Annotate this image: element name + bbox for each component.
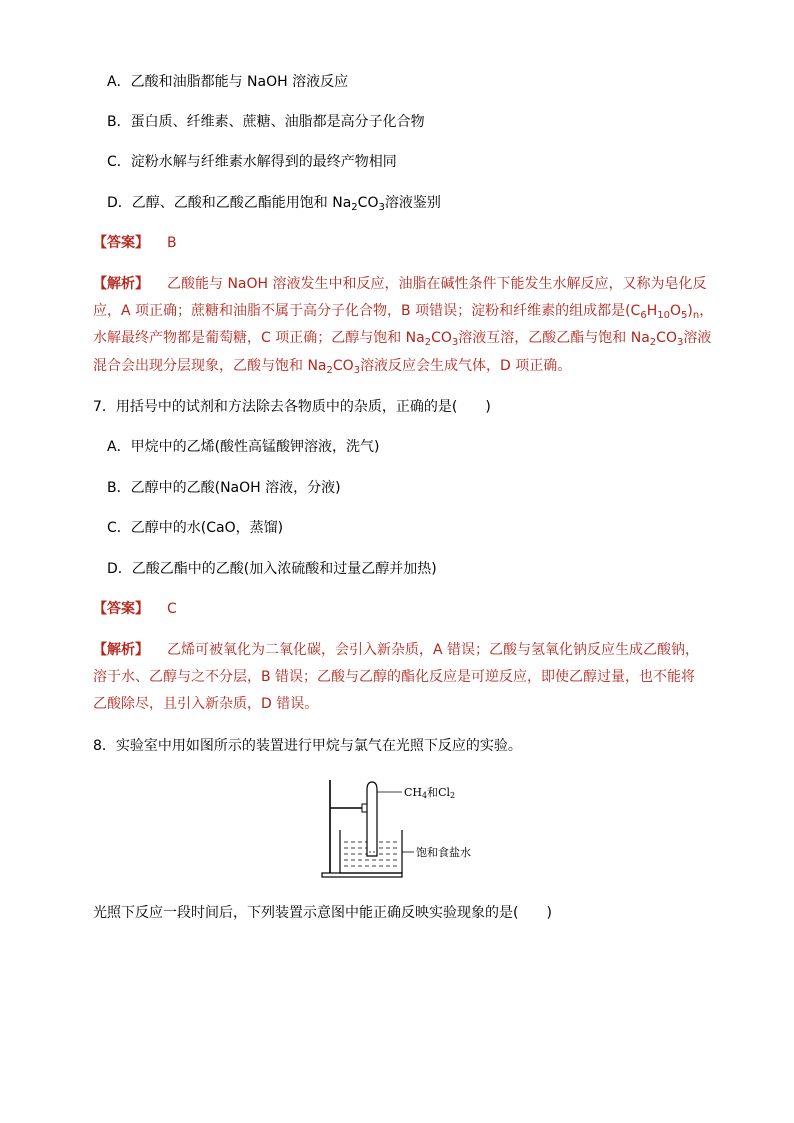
formula-part: ) (687, 303, 693, 319)
formula-part: CO (332, 358, 354, 374)
explain-text: 混合会出现分层现象，乙酸与饱和 Na (93, 358, 327, 374)
test-tube (367, 782, 377, 856)
subscript: 2 (649, 337, 657, 348)
explain-text: 溶液互溶，乙酸乙酯与饱和 Na (458, 330, 650, 346)
apparatus-figure (318, 778, 488, 882)
formula-part: CO (656, 330, 677, 346)
q7-option-c: C．乙醇中的水(CaO，蒸馏) (107, 520, 284, 536)
q7-explain-line-2: 溶于水、乙醇与之不分层，B 错误；乙酸与乙醇的酯化反应是可逆反应，即使乙醇过量，也不能将 (93, 669, 696, 685)
subscript: 10 (657, 310, 670, 321)
q6-answer (93, 233, 177, 253)
subscript: 5 (681, 310, 688, 321)
subscript: 6 (640, 310, 647, 321)
formula-part: H (646, 303, 658, 319)
q6-option-d-tail: 溶液鉴别 (384, 195, 441, 211)
subscript: 3 (353, 365, 361, 376)
explain-tag: 【解析】 (93, 642, 149, 658)
subscript: 2 (351, 202, 358, 213)
subscript: 2 (326, 365, 333, 376)
q7-explain-line-1 (93, 640, 703, 660)
q8-prompt: 光照下反应一段时间后，下列装置示意图中能正确反映实验现象的是( ) (93, 905, 552, 921)
gas-label: CH4和Cl2 (404, 786, 456, 800)
q6-explain-line-3 (93, 328, 712, 348)
explain-text: 溶液反应会生成气体，D 项正确。 (360, 358, 572, 374)
explain-text: 溶液 (683, 330, 712, 346)
q6-explain-line-4 (93, 356, 703, 376)
explain-text: 乙酸能与 NaOH 溶液发生中和反应，油脂在碱性条件下能发生水解反应，又称为皂化反 (167, 276, 707, 292)
formula-part: CO (431, 330, 452, 346)
q7-option-d: D．乙酸乙酯中的乙酸(加入浓硫酸和过量乙醇并加热) (107, 561, 437, 577)
answer-tag: 【答案】 (93, 235, 149, 251)
subscript: 3 (378, 202, 385, 213)
explain-text: 应，A 项正确；蔗糖和油脂不属于高分子化合物，B 项错误；淀粉和纤维素的组成都是(C (93, 303, 641, 319)
explain-text: 乙烯可被氧化为二氧化碳，会引入新杂质，A 错误；乙酸与氢氧化钠反应生成乙酸钠， (167, 642, 700, 658)
subscript: 3 (676, 337, 684, 348)
answer-tag: 【答案】 (93, 601, 149, 617)
q6-option-b: B．蛋白质、纤维素、蔗糖、油脂都是高分子化合物 (107, 114, 425, 130)
explain-tag: 【解析】 (93, 276, 149, 292)
explain-text: 水解最终产物都是葡萄糖，C 项正确；乙醇与饱和 Na (93, 330, 425, 346)
subscript: 3 (451, 337, 459, 348)
subscript: n (692, 310, 700, 321)
q8-stem: 8．实验室中用如图所示的装置进行甲烷与氯气在光照下反应的实验。 (93, 738, 522, 754)
q7-answer (93, 599, 177, 619)
formula-part: CO (357, 195, 379, 211)
q7-explain-line-3: 乙酸除尽，且引入新杂质，D 错误。 (93, 696, 319, 712)
q6-explain-line-2 (93, 301, 714, 321)
q6-explain-line-1 (93, 274, 707, 294)
q6-option-d-text: D．乙醇、乙酸和乙酸乙酯能用饱和 Na (107, 195, 352, 211)
q7-option-a: A．甲烷中的乙烯(酸性高锰酸钾溶液，洗气) (107, 439, 380, 455)
q6-option-a: A．乙酸和油脂都能与 NaOH 溶液反应 (107, 74, 349, 90)
answer-value: C (167, 601, 177, 617)
q7-option-b: B．乙醇中的乙酸(NaOH 溶液，分液) (107, 480, 341, 496)
q7-stem: 7．用括号中的试剂和方法除去各物质中的杂质，正确的是( ) (93, 399, 491, 415)
subscript: 2 (424, 337, 432, 348)
answer-value: B (167, 235, 177, 251)
liquid-label: 饱和食盐水 (416, 846, 471, 859)
q6-option-c: C．淀粉水解与纤维素水解得到的最终产物相同 (107, 154, 397, 170)
explain-text: ， (699, 303, 714, 319)
q6-option-d (107, 193, 441, 213)
formula-part: O (669, 303, 681, 319)
